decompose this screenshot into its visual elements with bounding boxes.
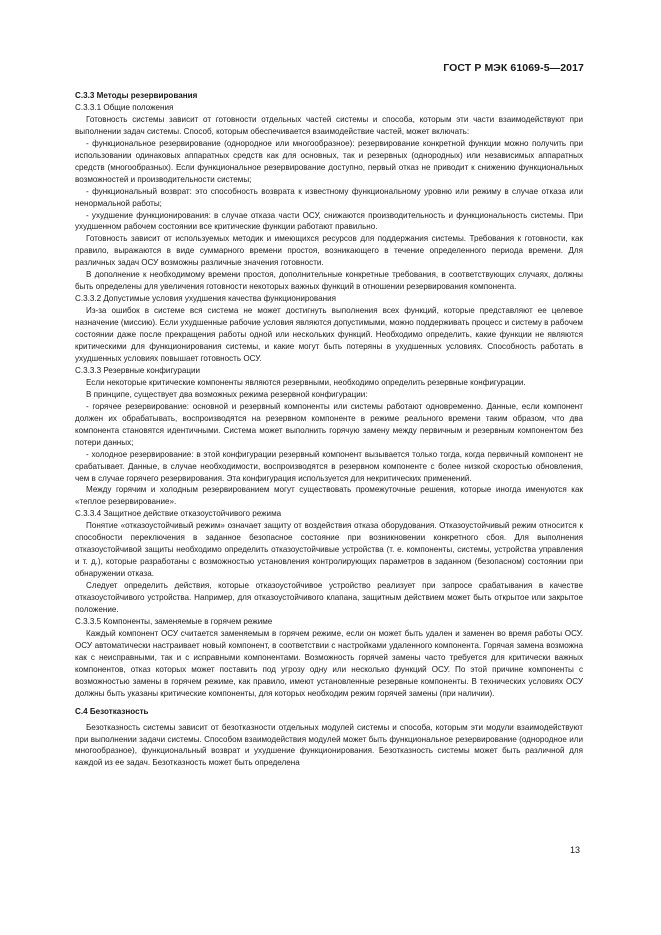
paragraph: - горячее резервирование: основной и резервный компоненты или системы работают одновременно. Данные, если компонент должен их обрабатывать, воспроизводятся на резервном компоненте в режиме реального времени таким образом, что два компонента становятся идентичными. Система может выполнить горячую замену между первичным и резервным компонентом без потери данных; [75, 401, 583, 447]
paragraph: В дополнение к необходимому времени простоя, дополнительные конкретные требования, в соответствующих случаях, должны быть определены для увеличения готовности некоторых важных функций в отношении резервирования компонента. [75, 270, 583, 292]
subsection-heading: С.3.3.3 Резервные конфигурации [75, 365, 201, 375]
paragraph: Если некоторые критические компоненты являются резервными, необходимо определить резервные конфигурации. [86, 377, 526, 387]
paragraph: Следует определить действия, которые отказоустойчивое устройство реализует при запросе срабатывания в качестве отказоустойчивого устройства. Например, для отказоустойчивого клапана, защитным действием может быть открытое или закрытое положение. [75, 581, 583, 614]
subsection-heading: С.3.3.1 Общие положения [75, 102, 174, 112]
paragraph: Каждый компонент ОСУ считается заменяемым в горячем режиме, если он может быть удален и заменен во время работы ОСУ. ОСУ автоматически настраивает новый компонент, в соответствии с настройками удаленного компонента. Горячая замена возможна как с неисправными, так и с исправными компонентами. Возможность горячей замены часто требуется для критически важных компонентов, отказ которых может поставить под угрозу одну или несколько функций ОСУ. По этой причине компоненты с возможностью замены в горячем режиме, как правило, имеют установленные резервные компоненты. В технических условиях ОСУ должны быть указаны критические компоненты, для которых необходим режим горячей замены (при наличии). [75, 628, 583, 698]
document-id-header: ГОСТ Р МЭК 61069-5—2017 [443, 62, 584, 74]
paragraph: Понятие «отказоустойчивый режим» означает защиту от воздействия отказа оборудования. Отказоустойчивый режим относится к способности переключения в заданное безопасное состояние при возникновении конкретного сбоя. Для выполнения отказоустойчивой защиты необходимо определить отказоустойчивые устройства (т. е. компоненты, системы, устройства управления и т. д.), которые разработаны с возможностью установления контролирующих параметров в заданном (безопасном) состоянии при обнаружении отказа. [75, 521, 583, 579]
paragraph: Готовность системы зависит от готовности отдельных частей системы и способа, которым эти части взаимодействуют при выполнении задач системы. Способ, которым обеспечивается взаимодействие частей, может включать: [75, 114, 583, 136]
paragraph: Между горячим и холодным резервированием могут существовать промежуточные решения, которые иногда именуются как «теплое резервирование». [75, 485, 583, 507]
paragraph: В принципе, существует два возможных режима резервной конфигурации: [86, 389, 368, 399]
paragraph: Готовность зависит от используемых методик и имеющихся ресурсов для поддержания системы. Требования к готовности, как правило, выражаются в виде суммарного времени простоя, возникающего в течение определенного периода времени. Для различных задач ОСУ возможны различные значения готовности. [75, 234, 583, 268]
section-heading: С.4 Безотказность [75, 706, 149, 716]
paragraph: - функциональное резервирование (однородное или многообразное): резервирование конкретной функции можно получить при использовании одинаковых аппаратных средств как для основных, так и резервных (однородных) или независимых аппаратных средств (многообразных). Если функциональное резервирование доступно, первый отказ не приводит к снижению функциональных возможностей и производительности системы; [75, 138, 583, 184]
paragraph: - холодное резервирование: в этой конфигурации резервный компонент вызывается только тогда, когда первичный компонент не срабатывает. Данные, в случае необходимости, воспроизводятся в резервном компоненте с более низкой скоростью обновления, чем в случае горячего резервирования. Эта конфигурация используется для некритических применений. [75, 449, 583, 483]
document-body [75, 90, 583, 769]
subsection-heading: С.3.3.2 Допустимые условия ухудшения качества функционирования [75, 294, 336, 304]
paragraph: - функциональный возврат: это способность возврата к известному функциональному уровню или режиму в случае отказа или ненормальной работы; [75, 186, 583, 208]
paragraph: Из-за ошибок в системе вся система не может достигнуть выполнения всех функций, которые представляют ее целевое назначение (миссию). Если ухудшенные рабочие условия являются допустимыми, можно поддерживать процесс и систему в рабочем состоянии даже после прекращения работы одной или нескольких функций. Необходимо определить, какие функции не являются критическими для функционирования системы, и какие могут быть потеряны в ухудшенных условиях. Способность работать в ухудшенных условиях повышает готовность ОСУ. [75, 306, 583, 363]
subsection-heading: С.3.3.5 Компоненты, заменяемые в горячем режиме [75, 616, 273, 626]
paragraph: Безотказность системы зависит от безотказности отдельных модулей системы и способа, которым эти модули взаимодействуют при выполнении задачи системы. Способом взаимодействия модулей может быть функциональное резервирование (однородное или многообразное), функциональный возврат и ухудшение функционирования. Безотказность системы может быть различной для каждой из ее задач. Безотказность может быть определена [75, 722, 583, 768]
subsection-heading: С.3.3.4 Защитное действие отказоустойчивого режима [75, 509, 282, 519]
paragraph: - ухудшение функционирования: в случае отказа части ОСУ, снижаются производительность и функциональность системы. При ухудшенном рабочем состоянии все критические функции работают правильно. [75, 210, 583, 232]
section-heading: С.3.3 Методы резервирования [75, 91, 198, 100]
page-number: 13 [570, 845, 581, 855]
